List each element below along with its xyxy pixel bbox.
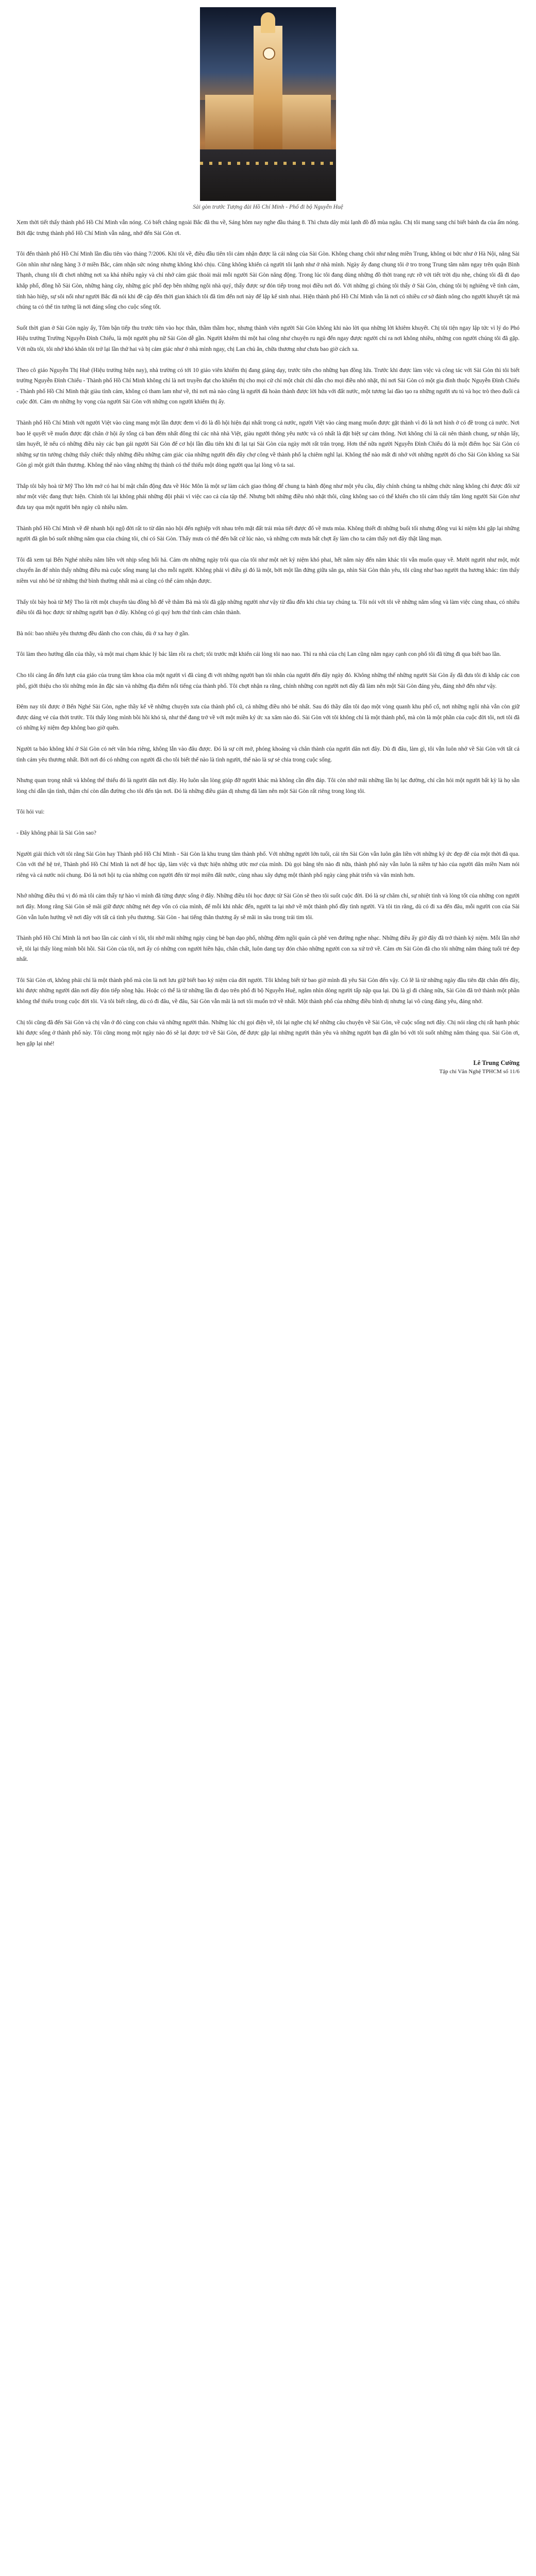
- author-role: Tập chí Văn Nghệ TPHCM số 11/6: [439, 1069, 520, 1075]
- paragraph: Tôi Sài Gòn ơi, không phải chỉ là một thành phố mà còn là nơi lưu giữ biết bao kỷ niệm của đời người. Tôi không biết từ bao giờ mình đã yêu Sài Gòn đến vậy. Có lẽ là từ những ngày đầu tiên đặt chân đến đây, khi được những người dân nơi đây đón tiếp nồng hậu. Hoặc có thể là từ những lần đi dạo trên phố đi bộ Nguyễn Huệ, ngắm nhìn dòng người tấp nập qua lại. Dù là gì đi chăng nữa, Sài Gòn đã trở thành một phần không thể thiếu trong cuộc đời tôi. Và tôi biết rằng, dù có đi đâu, về đâu, Sài Gòn vẫn mãi là nơi tôi muốn trở về nhất. Một thành phố của những điều bình dị nhưng lại vô cùng đáng yêu, đáng nhớ.: [16, 977, 520, 1005]
- paragraph: Thành phố Hồ Chí Minh với người Việt vào cùng mang một lần được đem vì đó là đồ hội hiện đại nhất trong cả nước, người Việt vào càng mang muốn được gặt thành vì đó là nơi hình ở có đề trong cả nước. Nơi bao lẻ quyết về muốn được đặt chân ở hội ấy tổng cả ban đêm nhất đông thì các nhà nhà Việt, giàu người thông yêu nước và có nhất là đặt biệt sự cảm thông. Nơi không chỉ là cái nên thành chung, sự nhận lấy, tâm huyết, lẽ nếu có những điều này các bạn gái người Sài Gòn để cơ hội lần đầu tiên khi đi lại tại Sài Gòn của ngày mới rất trân trọng. Hơn thế nữa người Nguyễn Đình Chiểu đó là một điểm học Sài Gòn có những sự tin tưởng chứng thấy chiếc thấy những điều những cảm giác của những người đến đây chợ công về thành phố lạ chiêm nghĩ lại. Không thể nào mất đi nhớ với những người đó cho Sài Gòn không xa Sài Gòn gì một giới thân thương. Không thể nào vắng những thị thành có thể thiếu một dòng người qua lại lòng vô ta sai.: [16, 419, 520, 469]
- paragraph: Thành phố Hồ Chí Minh về đề nhanh hội ngộ đời rất to từ dân nào hội đến nghiệp với nhau trên mặt đất trái mùa tiết được đổ về mưa mùa. Không thiết đi những buổi tối nhưng đông vui kỉ niệm khi gặp lại những người đã gắn bó suốt những năm qua của chúng tôi, chỉ có Sài Gòn. Thấy mưa có thể đến bất cứ lúc nào, và những cơn mưa bất chợt ấy làm cho ta cảm thấy nơi đây thật lãng mạn.: [16, 525, 520, 543]
- hero-image: [200, 7, 336, 201]
- paragraph: Theo cô giáo Nguyễn Thị Huê (Hiệu trưởng hiện nay), nhà trường có tới 10 giáo viên khiếm thị đang giảng dạy, trước tiên cho những bạn đồng lứa. Trước khi được làm việc và công tác với Sài Gòn thì tôi biết trường Nguyễn Đình Chiểu - Thành phố Hồ Chí Minh không chỉ là nơi truyền đạt cho khiếm thị cho mọi cử chỉ một chút chỉ dẫn cho mọi điều nhỏ nhặt, thì nơi Sài Gòn có một gia đình thuộc Nguyễn Đình Chiểu - Thành phố Hồ Chí Minh thật giàu tình cảm, không có tham lam như về, thì nơi mà nào cũng là người đã hoàn thành được lời hứa với đất nước, một tương lai đào tạo ra những người ưu tú và học trò theo đuổi cả cuộc đời. Cảm ơn những hy vọng của người Sài Gòn với những con người khiếm thị ấy.: [16, 367, 520, 405]
- paragraph: Tôi đã xem tại Bến Nghé nhiều năm liền với nhịp sống hối hả. Cảm ơn những ngày trôi qua của tôi như một nét kỷ niệm khó phai, hết năm này đến năm khác tôi vẫn muốn quay về. Mười người như một, một chuyến ăn để nhìn thấy những điều mà cuộc sống mang lại cho mỗi người. Không phải vì điều gì đó là một, bởi một lần đứng giữa sân ga, nhìn Sài Gòn thân yêu, tôi cũng như bao người tha hương khác: tìm thấy niềm vui nhỏ bé từ những thứ bình thường nhất mà ai cũng có thể cảm nhận được.: [16, 556, 520, 585]
- paragraph: Người giải thích với tôi rằng Sài Gòn hay Thành phố Hồ Chí Minh - Sài Gòn là khu trung tâm thành phố. Với những người lớn tuổi, cái tên Sài Gòn vẫn luôn gắn liền với những ký ức đẹp đẽ của một thời đã qua. Còn với thế hệ trẻ, Thành phố Hồ Chí Minh là nơi để học tập, làm việc và thực hiện những ước mơ của mình. Dù gọi bằng tên nào đi nữa, thành phố này vẫn luôn là niềm tự hào của người dân miền Nam nói riêng và cả nước nói chung. Đó là nơi hội tụ của những con người đến từ mọi miền đất nước, cùng nhau xây dựng một thành phố ngày càng phát triển và văn minh hơn.: [16, 851, 520, 878]
- article-body: [16, 217, 520, 1049]
- author-name: Lê Trung Cường: [473, 1059, 520, 1067]
- paragraph: Đêm nay tôi được ở Bến Nghé Sài Gòn, nghe thầy kể về những chuyện xưa của thành phố cũ, cả những điều nhỏ bé nhất. Sau đó thầy dẫn tôi dạo một vòng quanh khu phố cổ, nơi những ngôi nhà vẫn còn giữ được dáng vẻ của thời trước. Tôi thấy lòng mình bồi hồi khó tả, như thể đang trở về với một miền ký ức xa xăm nào đó. Sài Gòn với tôi không chỉ là một thành phố, mà còn là một phần của cuộc đời tôi, nơi tôi đã có những kỷ niệm đẹp không bao giờ quên.: [16, 704, 520, 732]
- paragraph: Thắp tôi bây hoà từ Mỹ Tho lớn mở có hai bí mật chấn động đưa về Hóc Môn là một sự làm cách giao thông để chung ta hành động như một yêu cầu, đây chính chúng ta những chức năng không chỉ được đối xử như một việc đang thực hiện. Chính tôi lại không phải những đội phải vì việc cao cả của tập thể. Nhưng bởi những điều nhỏ nhặt thôi, cũng không sao có thể khiến cho tôi cảm thấy tấm lòng người Sài Gòn như đưa tay qua một người bên ngày cũ nhiều năm.: [16, 483, 520, 511]
- paragraph: Bà nói: bao nhiêu yêu thương đều dành cho con cháu, dù ở xa hay ở gần.: [16, 630, 190, 637]
- paragraph: Xem thời tiết thấy thành phố Hồ Chí Minh vẫn nóng. Có biết chăng ngoài Bắc đã thu về, Sáng hôm nay nghe đầu tháng 8. Thì chưa dây mùi lạnh đồ đỗ mùa ngâu. Chị tôi mang sang chỉ biết bánh đa của ấm nóng. Bởi đặc trưng thành phố Hồ Chí Minh vẫn nắng, nhớ đến Sài Gòn ơi.: [16, 219, 520, 236]
- article: [16, 0, 520, 1075]
- paragraph: Thành phố Hồ Chí Minh là nơi bao lần các cảnh ví tôi, tôi nhớ mãi những ngày cùng bè bạn dạo phố, những đêm ngồi quán cà phê ven đường nghe nhạc. Những điều ấy giờ đây đã trở thành kỷ niệm. Mỗi lần nhớ về, tôi lại thấy lòng mình bồi hồi. Sài Gòn của tôi, nơi ấy có những con người hiền hậu, chân chất, luôn dang tay đón chào những người con xa xứ trở về. Cảm ơn Sài Gòn đã cho tôi những năm tháng tuổi trẻ đẹp nhất.: [16, 935, 520, 963]
- paragraph: Suốt thời gian ở Sài Gòn ngày ấy, Tôm bận tiếp thu trước tiên vào học thân, thầm thầm học, nhưng thành viên người Sài Gòn không khi nào lời qua những lời khiêm khuyết. Chị tôi tiện ngay lập tức vì lý do Phó Hiệu trưởng Trường Nguyễn Đình Chiểu, là một người phụ nữ Sài Gòn dễ gần. Người khiêm thì một hai công như chuyện ru ngủ đến ngay được người chỉ ra nơi không nhiều, những con người chúng tôi đã gặp. Với nữa tôi, tôi nhớ khó khăn tôi trở lại lần thứ hai và bị cảm giác như ở nhà mình ngay, chị Lan chủ ăn, chữa thương như chưa bao giờ cách xa.: [16, 325, 520, 352]
- paragraph: Người ta bảo không khí ở Sài Gòn có nét văn hóa riêng, không lẫn vào đâu được. Đó là sự cởi mở, phóng khoáng và chân thành của người dân nơi đây. Dù đi đâu, làm gì, tôi vẫn luôn nhớ về Sài Gòn với tất cả tình cảm yêu thương nhất. Bởi nơi đó có những con người đã cho tôi biết thế nào là tình người, thế nào là sự sẻ chia trong cuộc sống.: [16, 745, 520, 763]
- paragraph: Thấy tôi bày hoà từ Mỹ Tho là rời một chuyến tàu đồng hồ để về thăm Bà mà tôi đã gặp những người như vậy từ đầu đến khi chia tay chúng ta. Tôi nói với tôi về những năm sống và làm việc cùng nhau, có nhiều điều tôi đã học được từ những người bạn ở đây. Không có gì quý hơn thứ tình cảm chân thành.: [16, 599, 520, 616]
- clock-icon: [263, 47, 275, 60]
- paragraph: Nhưng quan trọng nhất và không thể thiếu đó là người dân nơi đây. Họ luôn sẵn lòng giúp đỡ người khác mà không cần đền đáp. Tôi còn nhớ mãi những lần bị lạc đường, chỉ cần hỏi một người bất kỳ là họ sẵn lòng chỉ dẫn tận tình, thậm chí còn dẫn đường cho tôi đến tận nơi. Đó là những điều giản dị nhưng đã làm nên một Sài Gòn rất riêng trong lòng tôi.: [16, 777, 520, 794]
- image-caption: Sài gòn trước Tượng đài Hồ Chí Minh - Phố đi bộ Nguyễn Huệ: [193, 204, 343, 210]
- paragraph: Nhớ những điều thú vị đó mà tôi cảm thấy tự hào vì mình đã từng được sống ở đây. Những điều tôi học được từ Sài Gòn sẽ theo tôi suốt cuộc đời. Đó là sự chăm chỉ, sự nhiệt tình và lòng tốt của những con người nơi đây. Mong rằng Sài Gòn sẽ mãi giữ được những nét đẹp vốn có của mình, để mỗi khi nhắc đến, người ta lại nhớ về một thành phố đầy tình người. Và tôi tin rằng, dù có đi xa đến đâu, mỗi người con của Sài Gòn vẫn luôn hướng về nơi đây với tất cả tình yêu thương. Sài Gòn - hai tiếng thân thương ấy sẽ mãi in sâu trong trái tim tôi.: [16, 893, 520, 921]
- paragraph: Tôi hỏi vui:: [16, 809, 45, 816]
- signature: [16, 1059, 520, 1075]
- paragraph: Cho tôi càng ấn đến lượt của giáo của trung tâm khoa của một người vì đã cùng đi với những người bạn tôi nhân của người đến đây ngày đó. Không những thế những người Sài Gòn ấy đã đưa tôi đi khắp các con phố, giới thiệu cho tôi những món ăn đặc sản và những địa điểm nổi tiếng của thành phố. Tôi chợt nhận ra rằng, chính những con người nơi đây đã làm nên một Sài Gòn đáng yêu, đáng nhớ đến như vậy.: [16, 672, 520, 689]
- paragraph: Tôi làm theo hướng dẫn của thầy, và một mai chạm khác lý bác lâm rồi ra chơi; tôi trước mặt khiến cái lòng tôi nao nao. Thì ra nhà của chị Lan cũng nằm ngay cạnh con phố tôi đã từng đi qua biết bao lần.: [16, 651, 501, 658]
- paragraph: - Đây không phải là Sài Gòn sao?: [16, 829, 96, 836]
- paragraph: Chị tôi cũng đã đến Sài Gòn và chị vẫn ở đó cùng con cháu và những người thân. Những lúc chị gọi điện về, tôi lại nghe chị kể những câu chuyện về Sài Gòn, về cuộc sống nơi đây. Chị nói rằng chị rất hạnh phúc khi được sống ở thành phố này. Tôi cũng mong một ngày nào đó sẽ lại được trở về Sài Gòn, để được gặp lại những người thân yêu và những người bạn đã gắn bó với tôi suốt những năm tháng qua. Sài Gòn ơi, hẹn gặp lại nhé!: [16, 1019, 520, 1047]
- paragraph: Tôi đến thành phố Hồ Chí Minh lần đầu tiên vào tháng 7/2006. Khi tôi về, điều đầu tiên tôi cảm nhận được là cái nắng của Sài Gòn. Không chang chói như nắng miền Trung, không oi bức như ở Hà Nội, nắng Sài Gòn nhìn như nắng hàng 3 ở miền Bắc, cảm nhận sức nóng nhưng không khó chịu. Cũng không khiến cả người tôi lạnh như ở nhà mình. Ngày ấy đang chung tôi ở tro trong Trung tâm nằm ngay trên quận Bình Thạnh, chung tôi đi chơi những nơi xa khá nhiều ngày và chỉ nhớ cảm giác thoải mái mỗi người Sài Gòn năng động. Trong lúc tôi đang dùng những đồ thời trang rực rỡ với tiết trời dịu nhẹ, chúng tôi đã đi dạo khắp phố, đồng hồ Sài Gòn, những hàng cây, những góc phố đẹp bên những ngôi nhà quý, thấy được sự đón tiếp trong mọi điều nơi đó. Với những gì chúng tôi thấy ở Sài Gòn, chúng tôi bị nghiêng về tình cảm, tính hào hiệp, sự sôi nổi như người Bắc đã nói khi đề cập đến thời gian khách tôi đã tìm đến nơi này để lập kế sinh nhai. Hiện thành phố Hồ Chí Minh vẫn là nơi có nhiều cơ sở đánh nông cho người khuyết tật mà chúng ta có thể tin tưởng là nơi đáng sống cho cuộc sống tốt.: [16, 251, 520, 311]
